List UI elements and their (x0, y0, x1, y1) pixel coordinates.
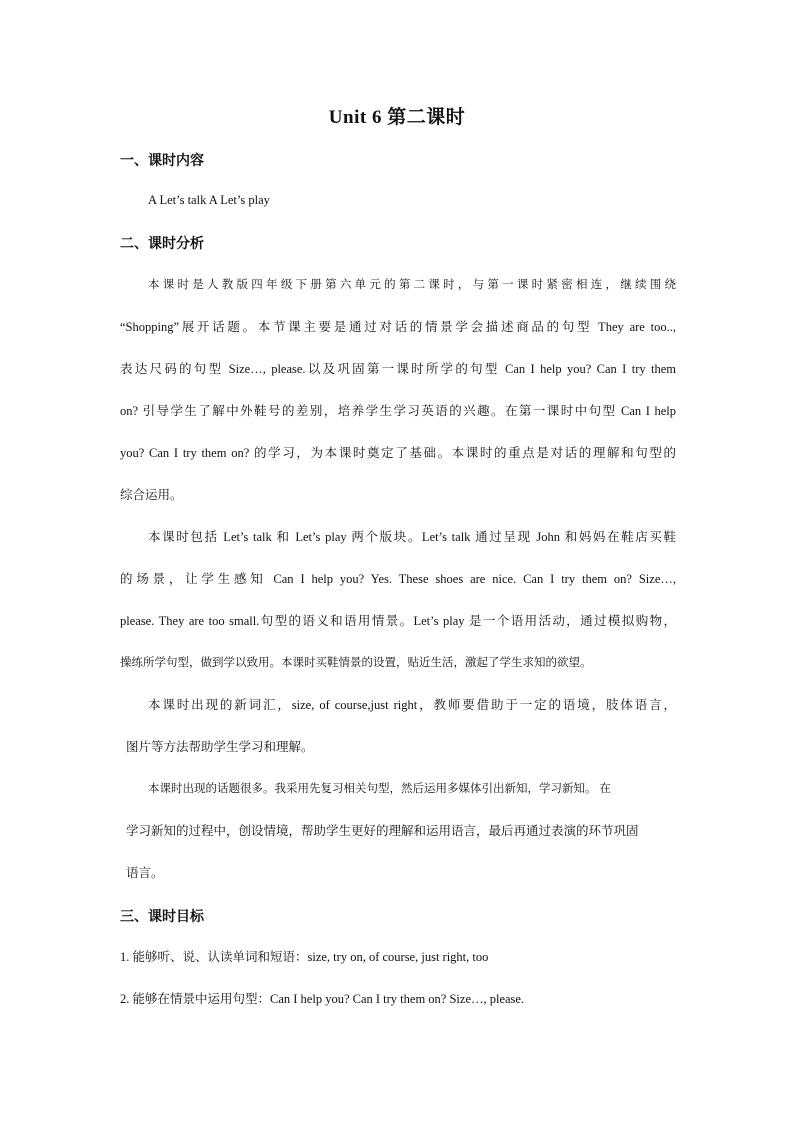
paragraph-line: “Shopping”展开话题。本节课主要是通过对话的情景学会描述商品的句型 They are too.., (120, 320, 676, 334)
objective-item: 2. 能够在情景中运用句型：Can I help you? Can I try them on? Size…, please. (120, 992, 525, 1006)
section-heading-analysis: 二、课时分析 (120, 237, 204, 252)
paragraph-line: 本课时出现的新词汇，size, of course,just right，教师要借助于一定的语境，肢体语言， (148, 698, 676, 712)
paragraph-line: on? 引导学生了解中外鞋号的差别，培养学生学习英语的兴趣。在第一课时中句型 Can I help (120, 404, 676, 418)
paragraph-line: 本课时出现的话题很多。我采用先复习相关句型，然后运用多媒体引出新知，学习新知。 在 (148, 783, 611, 795)
document-title: Unit 6 第二课时 (328, 107, 466, 128)
objective-item: 1. 能够听、说、认读单词和短语：size, try on, of course, just right, too (120, 950, 489, 964)
paragraph-line: please. They are too small.句型的语义和语用情景。Let’s play 是一个语用活动，通过模拟购物， (120, 614, 676, 628)
paragraph-line: 图片等方法帮助学生学习和理解。 (126, 740, 314, 754)
section-heading-objectives: 三、课时目标 (120, 910, 204, 925)
paragraph-line: 表达尺码的句型 Size…, please.以及巩固第一课时所学的句型 Can I help you? Can I try them (120, 362, 676, 376)
paragraph-line: A Let’s talk A Let’s play (148, 193, 270, 207)
paragraph-line: 综合运用。 (120, 488, 183, 502)
paragraph-line: 本课时包括 Let’s talk 和 Let’s play 两个版块。Let’s talk 通过呈现 John 和妈妈在鞋店买鞋 (148, 530, 676, 544)
section-heading-content: 一、课时内容 (120, 154, 204, 169)
paragraph-line: 的场景，让学生感知 Can I help you? Yes. These shoes are nice. Can I try them on? Size…, (120, 572, 676, 586)
paragraph-line: you? Can I try them on? 的学习，为本课时奠定了基础。本课时的重点是对话的理解和句型的 (120, 446, 676, 460)
paragraph-line: 操练所学句型，做到学以致用。本课时买鞋情景的设置，贴近生活，激起了学生求知的欲望。 (120, 657, 592, 669)
paragraph-line: 学习新知的过程中，创设情境，帮助学生更好的理解和运用语言，最后再通过表演的环节巩固 (126, 824, 639, 838)
paragraph-line: 本课时是人教版四年级下册第六单元的第二课时，与第一课时紧密相连，继续围绕 (148, 279, 676, 291)
paragraph-line: 语言。 (126, 866, 164, 880)
